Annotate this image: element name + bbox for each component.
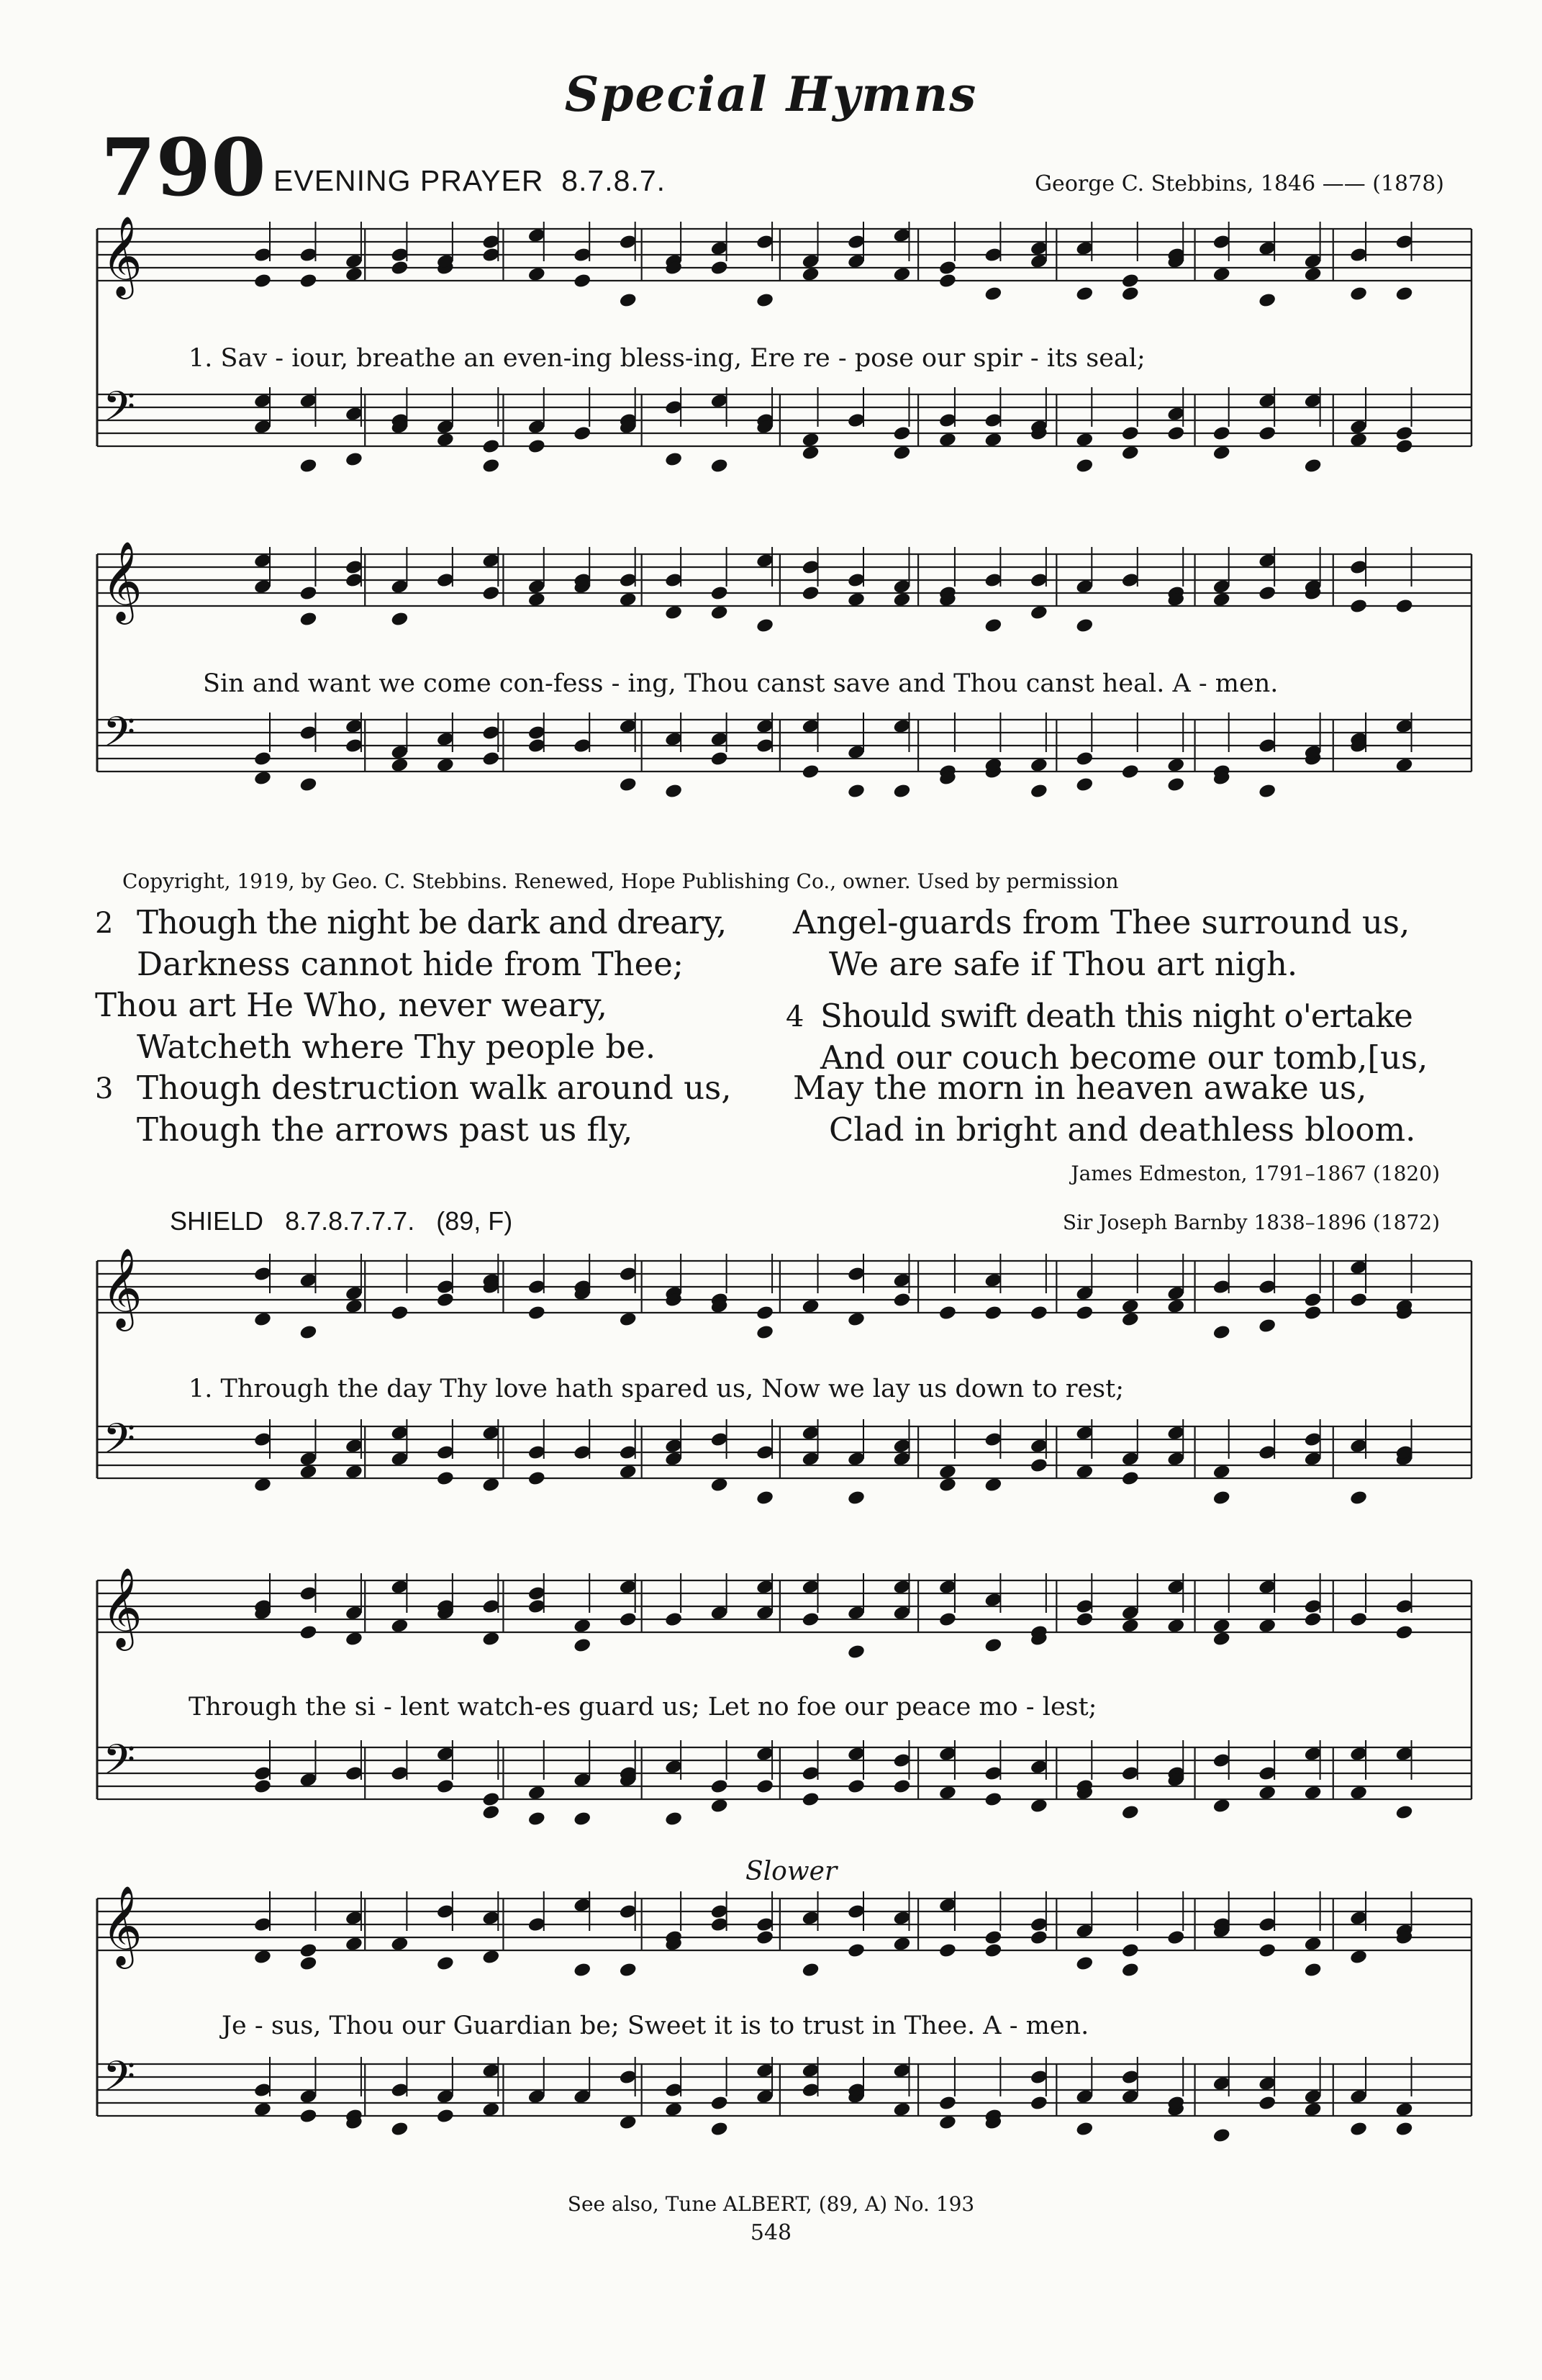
note-head xyxy=(938,1611,957,1628)
note-head xyxy=(892,1936,911,1953)
note-head xyxy=(1394,286,1413,302)
note-head xyxy=(1030,1798,1048,1814)
note-head xyxy=(1304,266,1323,283)
note-head xyxy=(756,292,774,309)
note-head xyxy=(1121,286,1140,302)
note-head xyxy=(1212,592,1231,608)
note-head xyxy=(481,2101,500,2118)
note-head xyxy=(1121,1962,1140,1978)
note-head xyxy=(1394,757,1413,774)
page-header: Special Hymns xyxy=(564,66,978,122)
note-head xyxy=(1121,1311,1140,1328)
note-head xyxy=(984,1637,1002,1654)
note-head xyxy=(1030,783,1048,800)
note-head xyxy=(527,592,546,608)
note-head xyxy=(481,1804,500,1821)
note-head xyxy=(1349,1949,1368,1965)
note-head xyxy=(664,2101,683,2118)
note-head xyxy=(938,1785,957,1801)
verse3-line1: Though destruction walk around us, xyxy=(137,1069,732,1107)
note-head xyxy=(938,1477,957,1493)
note-head xyxy=(984,1942,1002,1959)
treble-clef-icon: 𝄞 xyxy=(101,1567,142,1647)
note-head xyxy=(390,1305,409,1321)
note-head xyxy=(1304,1611,1323,1628)
note-head xyxy=(481,1949,500,1965)
note-head xyxy=(253,2101,272,2118)
note-head xyxy=(664,783,683,800)
treble-clef-icon: 𝄞 xyxy=(101,540,142,621)
note-head xyxy=(1394,598,1413,615)
note-head xyxy=(390,2121,409,2137)
verse4-line2: And our couch become our tomb,[us, xyxy=(820,1039,1428,1077)
note-head xyxy=(710,605,729,621)
bass-clef-icon: 𝄢 xyxy=(103,707,136,766)
hymn1-lyric-line2: Sin and want we come con-fess - ing, Thou canst save and Thou canst heal. A - men. xyxy=(203,669,1279,698)
note-head xyxy=(710,2095,729,2112)
note-head xyxy=(938,2114,957,2131)
note-head xyxy=(1030,605,1048,621)
note-head xyxy=(664,605,683,621)
verse2-line3: Thou art He Who, never weary, xyxy=(95,986,607,1024)
verse4-line1: Should swift death this night o'ertake xyxy=(820,997,1412,1035)
note-head xyxy=(1304,1292,1323,1308)
note-head xyxy=(756,1305,774,1321)
note-head xyxy=(253,1311,272,1328)
treble-clef-icon: 𝄞 xyxy=(101,215,142,296)
note-head xyxy=(710,585,729,602)
note-head xyxy=(1166,1298,1185,1315)
note-head xyxy=(345,266,363,283)
note-head xyxy=(1075,286,1094,302)
hymn1-lyric-line1: 1. Sav - iour, breathe an even-ing bless-ing, Ere re - pose our spir - its seal; xyxy=(189,344,1146,373)
note-head xyxy=(847,1942,866,1959)
note-head xyxy=(619,1962,638,1978)
note-head xyxy=(1212,2127,1231,2144)
note-head xyxy=(1075,432,1094,448)
hymn1-meter: 8.7.8.7. xyxy=(561,164,666,197)
note-head xyxy=(1075,458,1094,474)
note-head xyxy=(1304,458,1323,474)
note-head xyxy=(710,751,729,767)
verse4-line3: May the morn in heaven awake us, xyxy=(793,1069,1367,1107)
note-head xyxy=(938,432,957,448)
note-head xyxy=(847,1644,866,1660)
note-head xyxy=(664,451,683,468)
note-head xyxy=(619,592,638,608)
note-head xyxy=(1212,1490,1231,1506)
note-head xyxy=(801,1611,820,1628)
note-head xyxy=(1075,1464,1094,1480)
note-head xyxy=(938,1464,957,1480)
note-head xyxy=(1304,1936,1323,1953)
note-head xyxy=(984,1477,1002,1493)
note-head xyxy=(756,1778,774,1795)
note-head xyxy=(1394,1804,1413,1821)
note-head xyxy=(801,1298,820,1315)
note-head xyxy=(938,1942,957,1959)
note-head xyxy=(1258,1785,1276,1801)
note-head xyxy=(1394,1624,1413,1641)
note-head xyxy=(892,445,911,461)
tempo-marking: Slower xyxy=(745,1857,838,1886)
hymn1-author: James Edmeston, 1791–1867 (1820) xyxy=(1071,1162,1440,1185)
note-head xyxy=(892,266,911,283)
verse2-line2: Darkness cannot hide from Thee; xyxy=(137,945,684,983)
note-head xyxy=(481,1631,500,1647)
note-head xyxy=(619,292,638,309)
verse3-number: 3 xyxy=(95,1072,114,1105)
note-head xyxy=(527,438,546,455)
note-head xyxy=(573,1811,591,1827)
note-head xyxy=(573,1637,591,1654)
note-head xyxy=(1121,445,1140,461)
note-head xyxy=(527,1470,546,1487)
note-head xyxy=(892,592,911,608)
hymn2-ref: (89, F) xyxy=(436,1206,513,1236)
note-head xyxy=(801,432,820,448)
hymn2-lyric-line3: Je - sus, Thou our Guardian be; Sweet it is to trust in Thee. A - men. xyxy=(222,2012,1089,2040)
hymn2-meter: 8.7.8.7.7.7. xyxy=(285,1206,415,1236)
note-head xyxy=(664,1611,683,1628)
note-head xyxy=(1030,2095,1048,2112)
note-head xyxy=(619,1464,638,1480)
note-head xyxy=(1121,1804,1140,1821)
hymn2-composer: Sir Joseph Barnby 1838–1896 (1872) xyxy=(1062,1211,1440,1234)
verse2-line4: Watcheth where Thy people be. xyxy=(137,1028,656,1066)
note-head xyxy=(984,1929,1002,1946)
note-head xyxy=(1075,1611,1094,1628)
note-head xyxy=(1030,757,1048,774)
verse2-line1: Though the night be dark and dreary, xyxy=(137,903,727,941)
note-head xyxy=(527,266,546,283)
note-head xyxy=(1258,425,1276,442)
note-head xyxy=(299,777,317,793)
note-head xyxy=(1075,2121,1094,2137)
note-head xyxy=(710,1477,729,1493)
hymn2-lyric-line1: 1. Through the day Thy love hath spared us, Now we lay us down to rest; xyxy=(189,1375,1124,1403)
note-head xyxy=(390,757,409,774)
bass-clef-icon: 𝄢 xyxy=(103,1735,136,1794)
note-head xyxy=(619,777,638,793)
note-head xyxy=(1121,273,1140,289)
note-head xyxy=(436,1470,455,1487)
note-head xyxy=(345,1298,363,1315)
note-head xyxy=(1394,425,1413,442)
note-head xyxy=(1166,777,1185,793)
note-head xyxy=(801,1791,820,1808)
note-head xyxy=(436,1292,455,1308)
treble-clef-icon: 𝄞 xyxy=(101,1247,142,1328)
note-head xyxy=(801,585,820,602)
note-head xyxy=(1212,445,1231,461)
note-head xyxy=(710,1778,729,1795)
note-head xyxy=(1349,1611,1368,1628)
note-head xyxy=(253,751,272,767)
note-head xyxy=(1258,292,1276,309)
note-head xyxy=(801,1962,820,1978)
note-head xyxy=(253,273,272,289)
note-head xyxy=(1030,1305,1048,1321)
note-head xyxy=(984,432,1002,448)
note-head xyxy=(710,458,729,474)
note-head xyxy=(1212,1464,1231,1480)
note-head xyxy=(299,1942,317,1959)
note-head xyxy=(390,611,409,628)
note-head xyxy=(619,1611,638,1628)
note-head xyxy=(481,1791,500,1808)
note-head xyxy=(1349,2121,1368,2137)
note-head xyxy=(1258,1942,1276,1959)
note-head xyxy=(1304,2101,1323,2118)
hymn-number: 790 xyxy=(101,121,266,214)
note-head xyxy=(1349,598,1368,615)
note-head xyxy=(1121,1618,1140,1634)
note-head xyxy=(345,1936,363,1953)
note-head xyxy=(938,260,957,276)
note-head xyxy=(481,458,500,474)
note-head xyxy=(481,1477,500,1493)
verse3-line2: Though the arrows past us fly, xyxy=(137,1110,633,1149)
note-head xyxy=(1258,585,1276,602)
note-head xyxy=(299,1624,317,1641)
note-head xyxy=(436,1955,455,1972)
note-head xyxy=(1394,2101,1413,2118)
note-head xyxy=(801,266,820,283)
note-head xyxy=(1304,1305,1323,1321)
note-head xyxy=(892,1778,911,1795)
note-head xyxy=(299,273,317,289)
note-head xyxy=(710,2121,729,2137)
note-head xyxy=(847,1311,866,1328)
note-head xyxy=(1212,1618,1231,1634)
hymn2-lyric-line2: Through the si - lent watch-es guard us; Let no foe our peace mo - lest; xyxy=(189,1693,1097,1721)
note-head xyxy=(1258,783,1276,800)
note-head xyxy=(756,1324,774,1341)
note-head xyxy=(1349,1490,1368,1506)
note-head xyxy=(299,1464,317,1480)
page-number: 548 xyxy=(750,2220,792,2245)
note-head xyxy=(436,1778,455,1795)
verse2-number: 2 xyxy=(95,907,114,940)
note-head xyxy=(1258,1318,1276,1334)
note-head xyxy=(1121,764,1140,780)
note-head xyxy=(984,1305,1002,1321)
note-head xyxy=(345,451,363,468)
note-head xyxy=(619,1311,638,1328)
note-head xyxy=(1394,438,1413,455)
note-head xyxy=(1166,757,1185,774)
note-head xyxy=(938,273,957,289)
verse4-number: 4 xyxy=(786,1000,804,1033)
note-head xyxy=(573,1618,591,1634)
note-head xyxy=(299,1955,317,1972)
note-head xyxy=(1075,1305,1094,1321)
hymn1-composer: George C. Stebbins, 1846 —— (1878) xyxy=(1035,171,1444,196)
note-head xyxy=(1212,1631,1231,1647)
note-head xyxy=(664,1811,683,1827)
note-head xyxy=(1075,751,1094,767)
note-head xyxy=(938,1305,957,1321)
note-head xyxy=(1121,1298,1140,1315)
note-head xyxy=(1121,425,1140,442)
note-head xyxy=(1212,1798,1231,1814)
note-head xyxy=(1121,1470,1140,1487)
note-head xyxy=(253,1778,272,1795)
note-head xyxy=(756,1490,774,1506)
copyright: Copyright, 1919, by Geo. C. Stebbins. Renewed, Hope Publishing Co., owner. Used by permission xyxy=(122,869,1119,893)
note-head xyxy=(892,783,911,800)
note-head xyxy=(481,438,500,455)
note-head xyxy=(1258,2095,1276,2112)
note-head xyxy=(299,458,317,474)
hymn2-tune-line xyxy=(170,1206,512,1236)
note-head xyxy=(710,1798,729,1814)
note-head xyxy=(619,2114,638,2131)
note-head xyxy=(253,1949,272,1965)
note-head xyxy=(1075,617,1094,634)
note-head xyxy=(573,273,591,289)
note-head xyxy=(299,1324,317,1341)
note-head xyxy=(527,1305,546,1321)
note-head xyxy=(390,260,409,276)
verse2-refrain-line1: Angel-guards from Thee surround us, xyxy=(793,903,1410,941)
note-head xyxy=(1304,1962,1323,1978)
note-head xyxy=(1212,266,1231,283)
note-head xyxy=(1075,1955,1094,1972)
verse4-line4: Clad in bright and deathless bloom. xyxy=(829,1110,1416,1149)
note-head xyxy=(1166,1618,1185,1634)
note-head xyxy=(299,611,317,628)
note-head xyxy=(756,617,774,634)
note-head xyxy=(847,783,866,800)
note-head xyxy=(984,286,1002,302)
note-head xyxy=(1304,1785,1323,1801)
note-head xyxy=(938,2095,957,2112)
verse2-refrain-line2: We are safe if Thou art nigh. xyxy=(829,945,1298,983)
note-head xyxy=(984,1791,1002,1808)
note-head xyxy=(892,425,911,442)
note-head xyxy=(801,764,820,780)
note-head xyxy=(984,617,1002,634)
note-head xyxy=(527,1785,546,1801)
note-head xyxy=(1212,1324,1231,1341)
note-head xyxy=(481,751,500,767)
footer-note: See also, Tune ALBERT, (89, A) No. 193 xyxy=(567,2192,975,2216)
note-head xyxy=(345,1631,363,1647)
note-head xyxy=(756,1929,774,1946)
note-head xyxy=(1394,2121,1413,2137)
note-head xyxy=(892,1292,911,1308)
note-head xyxy=(1075,777,1094,793)
note-head xyxy=(1030,1929,1048,1946)
note-head xyxy=(1349,1785,1368,1801)
note-head xyxy=(847,1778,866,1795)
note-head xyxy=(847,592,866,608)
note-head xyxy=(1121,1942,1140,1959)
note-head xyxy=(253,1477,272,1493)
note-head xyxy=(436,432,455,448)
hymn2-tune: SHIELD xyxy=(170,1206,264,1236)
note-head xyxy=(847,1490,866,1506)
bass-clef-icon: 𝄢 xyxy=(103,382,136,441)
note-head xyxy=(253,770,272,787)
note-head xyxy=(299,2108,317,2125)
note-head xyxy=(1258,1618,1276,1634)
note-head xyxy=(436,2108,455,2125)
note-head xyxy=(345,1464,363,1480)
note-head xyxy=(1166,1929,1185,1946)
note-head xyxy=(527,1811,546,1827)
note-head xyxy=(1349,286,1368,302)
note-head xyxy=(390,1618,409,1634)
note-head xyxy=(299,585,317,602)
note-head xyxy=(1030,1457,1048,1474)
note-head xyxy=(436,757,455,774)
note-head xyxy=(390,1936,409,1953)
note-head xyxy=(1166,425,1185,442)
hymn1-tune: EVENING PRAYER xyxy=(273,164,544,197)
note-head xyxy=(481,585,500,602)
note-head xyxy=(801,445,820,461)
note-head xyxy=(1349,1292,1368,1308)
note-head xyxy=(573,1962,591,1978)
bass-clef-icon: 𝄢 xyxy=(103,2052,136,2111)
note-head xyxy=(892,2101,911,2118)
treble-clef-icon: 𝄞 xyxy=(101,1885,142,1965)
note-head xyxy=(573,425,591,442)
note-head xyxy=(1212,425,1231,442)
note-head xyxy=(710,260,729,276)
bass-clef-icon: 𝄢 xyxy=(103,1414,136,1473)
note-head xyxy=(1349,432,1368,448)
